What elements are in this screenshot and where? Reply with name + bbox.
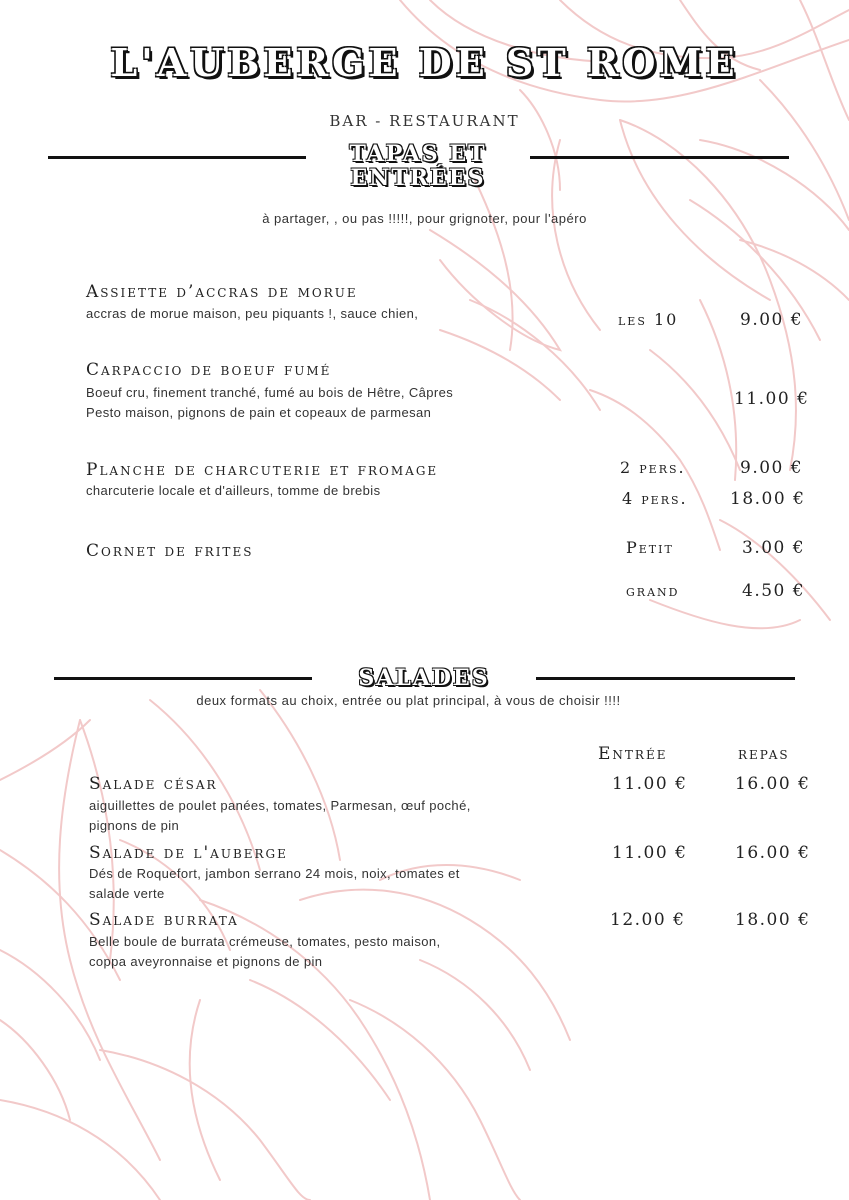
menu-item-description: Dés de Roquefort, jambon serrano 24 mois, noix, tomates et	[89, 866, 460, 881]
menu-item-description: aiguillettes de poulet panées, tomates, Parmesan, œuf poché,	[89, 798, 471, 813]
menu-item-description: coppa aveyronnaise et pignons de pin	[89, 954, 323, 969]
menu-item-price-entree: 11.00 €	[612, 774, 688, 794]
column-header-entree: Entrée	[598, 744, 668, 764]
tapas-tagline: à partager, , ou pas !!!!!, pour grignoter, pour l'apéro	[262, 211, 587, 226]
menu-item-size: 4 pers.	[622, 489, 688, 508]
menu-item-description: Pesto maison, pignons de pain et copeaux de parmesan	[86, 405, 432, 420]
menu-item-price-entree: 12.00 €	[610, 910, 686, 930]
menu-item-description: Boeuf cru, finement tranché, fumé au bois de Hêtre, Câpres	[86, 385, 454, 400]
menu-item-name: Planche de charcuterie et fromage	[86, 460, 439, 480]
menu-item-description: accras de morue maison, peu piquants !, sauce chien,	[86, 306, 419, 321]
menu-item-price: 9.00 €	[740, 458, 804, 478]
tapas-rule-left	[48, 156, 306, 159]
menu-item-name: Salade césar	[89, 774, 218, 794]
menu-item-name: Salade de l'auberge	[89, 843, 288, 863]
restaurant-title: L'AUBERGE DE ST ROME	[110, 40, 739, 85]
tapas-rule-right	[530, 156, 789, 159]
salades-rule-right	[536, 677, 795, 680]
menu-item-price-entree: 11.00 €	[612, 843, 688, 863]
salades-tagline: deux formats au choix, entrée ou plat principal, à vous de choisir !!!!	[196, 693, 621, 708]
menu-item-price: 18.00 €	[730, 489, 806, 509]
menu-item-description: pignons de pin	[89, 818, 180, 833]
menu-item-size: 2 pers.	[620, 458, 686, 477]
salades-rule-left	[54, 677, 312, 680]
tapas-heading-line2: ENTRÉES	[350, 165, 486, 191]
tapas-heading-line1: TAPAS ET	[349, 141, 487, 167]
menu-item-price-repas: 16.00 €	[735, 843, 811, 863]
menu-item-size: les 10	[618, 310, 679, 329]
menu-item-price: 9.00 €	[740, 310, 804, 330]
menu-item-price: 11.00 €	[734, 389, 810, 409]
menu-item-name: Assiette d’accras de morue	[86, 282, 358, 302]
tapas-heading	[306, 142, 530, 190]
menu-item-price-repas: 16.00 €	[735, 774, 811, 794]
menu-item-price: 4.50 €	[742, 581, 806, 601]
menu-item-description: salade verte	[89, 886, 165, 901]
menu-item-description: Belle boule de burrata crémeuse, tomates, pesto maison,	[89, 934, 441, 949]
menu-item-description: charcuterie locale et d'ailleurs, tomme de brebis	[86, 483, 381, 498]
restaurant-subtitle: BAR - RESTAURANT	[329, 112, 520, 130]
menu-item-price-repas: 18.00 €	[735, 910, 811, 930]
menu-item-size: Petit	[626, 538, 674, 557]
salades-heading: SALADES	[358, 665, 490, 691]
menu-item-size: grand	[626, 581, 680, 600]
menu-item-name: Cornet de frites	[86, 541, 254, 561]
column-header-repas: repas	[738, 744, 790, 764]
menu-item-price: 3.00 €	[742, 538, 806, 558]
menu-item-name: Carpaccio de boeuf fumé	[86, 360, 332, 380]
menu-item-name: Salade burrata	[89, 910, 239, 930]
